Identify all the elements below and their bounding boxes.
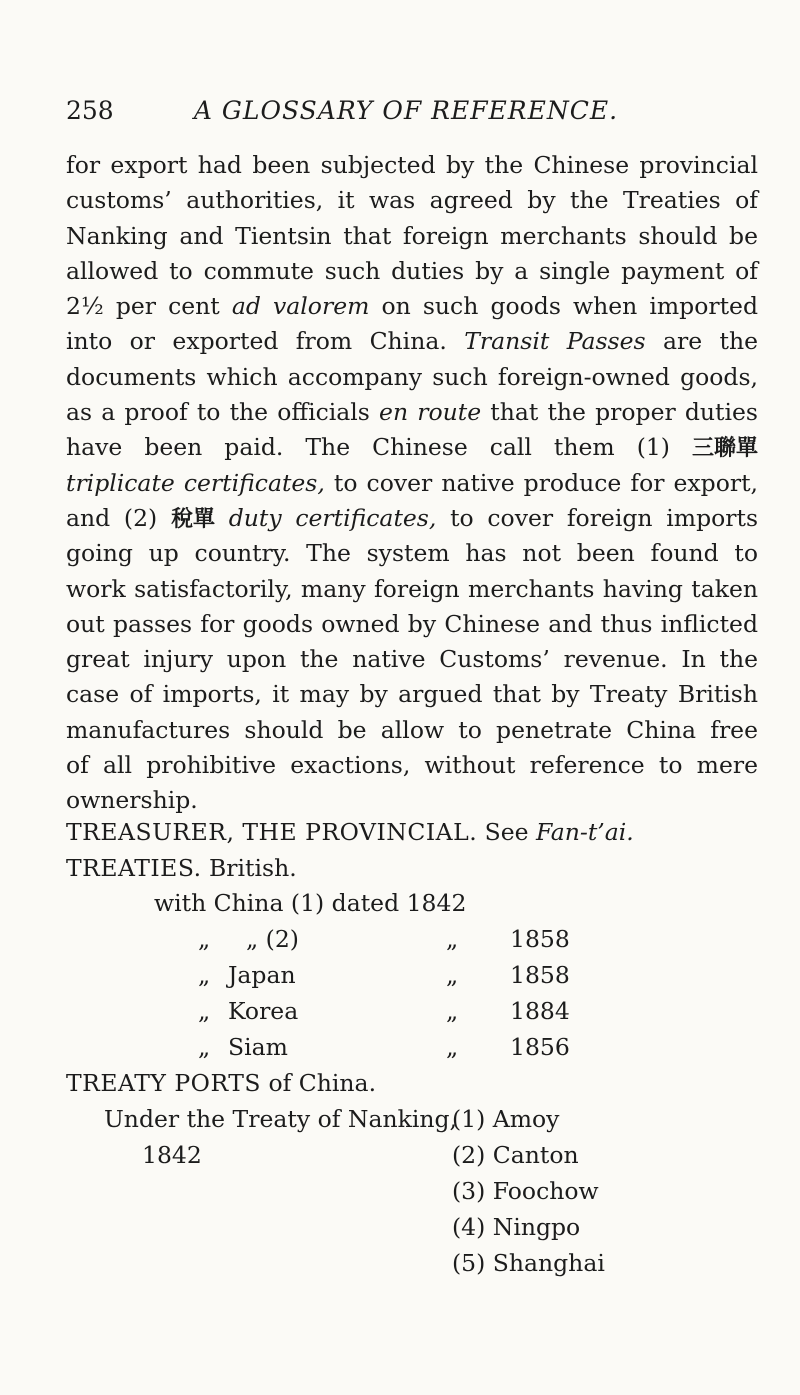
treaty-year: 1884 xyxy=(510,997,570,1025)
entry-treaties xyxy=(66,854,297,882)
see-label: See xyxy=(477,818,537,846)
ditto-mark: „ xyxy=(446,1033,459,1061)
treaty-year: 1858 xyxy=(510,961,570,989)
treaty-country: Japan xyxy=(228,961,296,989)
ditto-mark: „ xyxy=(446,997,459,1025)
port-item: (3) Foochow xyxy=(452,1177,599,1205)
text-run: to cover foreign imports xyxy=(436,503,758,532)
headword: TREATIES. xyxy=(66,854,202,882)
text-line xyxy=(66,430,758,465)
subheading: British. xyxy=(201,854,297,882)
italic-term: duty certificates, xyxy=(214,503,437,532)
text-run: are the xyxy=(645,327,758,356)
headword: TREASURER, THE PROVINCIAL. xyxy=(66,818,478,846)
cross-reference: Fan-t’ai. xyxy=(536,818,634,846)
text-run: on such goods when imported xyxy=(369,292,758,321)
text-line: out passes for goods owned by Chinese and thus inflicted xyxy=(66,609,758,638)
treaty-year: 1842 xyxy=(142,1141,202,1169)
treaty-row: with China (1) dated 1842 xyxy=(154,889,467,917)
treaty-year: 1856 xyxy=(510,1033,570,1061)
text-run: to cover native produce for export, xyxy=(324,468,759,497)
text-line: great injury upon the native Customs’ revenue. In the xyxy=(66,645,758,674)
text-run: and (2) xyxy=(66,503,171,532)
chinese-characters: 三聯單 xyxy=(691,436,758,462)
ditto-mark: „ xyxy=(198,997,211,1025)
ditto-mark: „ xyxy=(446,925,459,953)
ditto-mark: „ xyxy=(446,961,459,989)
running-title: A GLOSSARY OF REFERENCE. xyxy=(193,96,619,125)
treaty-country: Korea xyxy=(228,997,299,1025)
italic-term: ad valorem xyxy=(231,292,370,321)
text-line xyxy=(66,289,758,324)
text-line: customs’ authorities, it was agreed by the Treaties of xyxy=(66,186,758,215)
text-line: work satisfactorily, many foreign merchants having taken xyxy=(66,574,758,603)
page-number: 258 xyxy=(66,96,114,125)
ditto-mark: „ xyxy=(198,925,211,953)
text-line: Nanking and Tientsin that foreign merchants should be xyxy=(66,221,758,250)
text-line: case of imports, it may by argued that by Treaty British xyxy=(66,680,758,709)
text-line: manufactures should be allow to penetrate China free xyxy=(66,715,758,744)
italic-term: Transit Passes xyxy=(464,327,646,356)
port-item: (2) Canton xyxy=(452,1141,579,1169)
entry-treasurer xyxy=(66,818,634,846)
ditto-mark: „ xyxy=(198,1033,211,1061)
port-item: (4) Ningpo xyxy=(452,1213,581,1241)
text-run: 2½ per cent xyxy=(66,292,232,321)
text-run: into or exported from China. xyxy=(66,327,465,356)
text-line xyxy=(66,395,758,430)
entry-treaty-ports xyxy=(66,1069,376,1097)
text-line: for export had been subjected by the Chinese provincial xyxy=(66,151,758,179)
treaty-year: 1858 xyxy=(510,925,570,953)
text-run: that the proper duties xyxy=(481,398,758,427)
text-run: as a proof to the officials xyxy=(66,398,380,427)
text-line xyxy=(66,501,758,536)
text-line: allowed to commute such duties by a single payment of xyxy=(66,256,758,285)
port-item: (1) Amoy xyxy=(452,1105,560,1133)
text-line xyxy=(66,466,758,501)
page-header xyxy=(66,96,746,136)
text-line: of all prohibitive exactions, without reference to mere xyxy=(66,751,758,780)
text-line: going up country. The system has not been found to xyxy=(66,539,758,568)
treaty-country: „ (2) xyxy=(246,925,299,953)
text-run: have been paid. The Chinese call them (1) xyxy=(66,433,692,462)
italic-term: en route xyxy=(379,398,482,427)
treaty-country: Siam xyxy=(228,1033,288,1061)
text-line: ownership. xyxy=(66,786,198,815)
port-item: (5) Shanghai xyxy=(452,1249,605,1277)
text-line: documents which accompany such foreign-owned goods, xyxy=(66,362,758,391)
ditto-mark: „ xyxy=(198,961,211,989)
chinese-characters: 稅單 xyxy=(170,506,215,532)
headword: TREATY PORTS xyxy=(66,1069,261,1097)
paragraph-transit-passes xyxy=(66,148,758,819)
text-line xyxy=(66,324,758,359)
italic-term: triplicate certificates, xyxy=(66,468,325,497)
subheading: of China. xyxy=(261,1069,377,1097)
treaty-name: Under the Treaty of Nanking, xyxy=(104,1105,457,1133)
